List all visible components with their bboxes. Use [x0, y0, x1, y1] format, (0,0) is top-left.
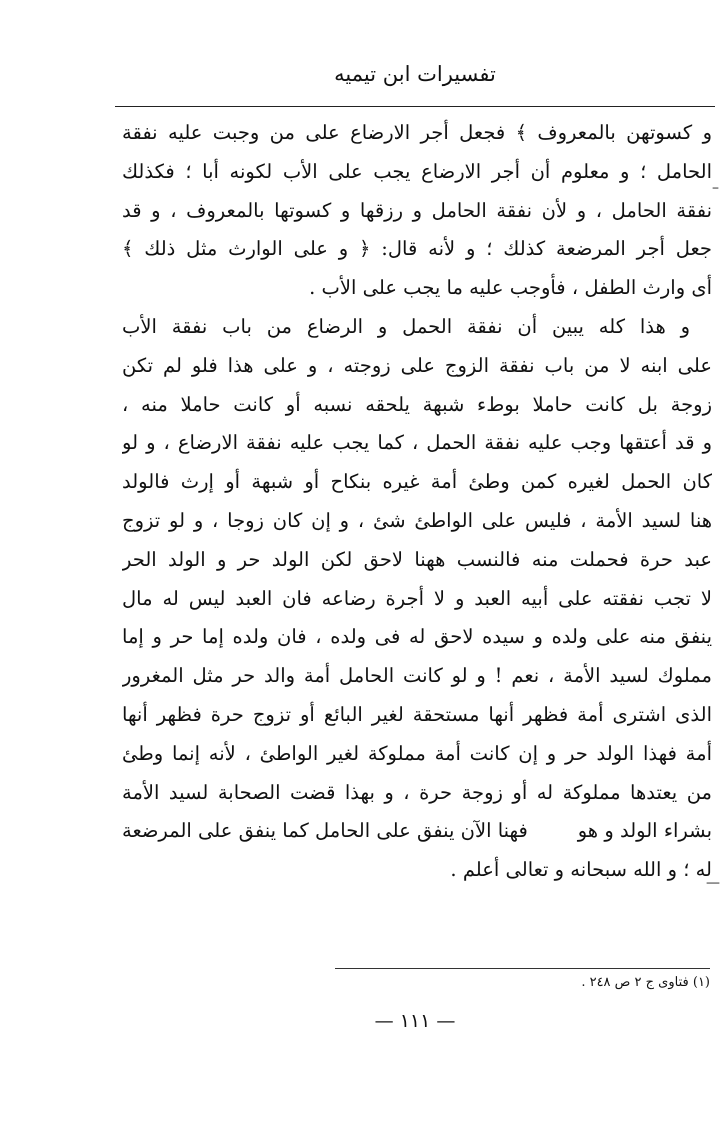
text-line: و هذا كله يبين أن نفقة الحمل و الرضاع من باب نفقة الأب	[122, 314, 690, 338]
text-line: على ابنه لا من باب نفقة الزوج على زوجته ، و على هذا فلو لم تكن	[122, 353, 712, 377]
text-line: الحامل ؛ و معلوم أن أجر الارضاع يجب على الأب لكونه أبا ؛ فكذلك	[122, 159, 712, 183]
text-line: لا تجب نفقته على أبيه العبد و لا أجرة رضاعه فان العبد ليس له مال	[122, 586, 712, 610]
text-line: هنا لسيد الأمة ، فليس على الواطئ شئ ، و إن كان زوجا ، و لو تزوج	[122, 508, 712, 532]
text-line: أمة فهذا الولد حر و إن كانت أمة مملوكة لغير الواطئ ، لأنه إنما وطئ	[122, 741, 712, 765]
page-number: — ١١١ —	[374, 1010, 456, 1032]
text-line: عبد حرة فحملت منه فالنسب ههنا لاحق لكن الولد حر و الولد الحر	[122, 547, 712, 571]
text-line: بشراء الولد و هو فهنا الآن ينفق على الحامل كما ينفق على المرضعة	[122, 819, 712, 843]
text-line: و كسوتهن بالمعروف ﴾ فجعل أجر الارضاع على من وجبت عليه نفقة	[122, 121, 712, 144]
text-line: جعل أجر المرضعة كذلك ؛ و لأنه قال: ﴿ و على الوارث مثل ذلك ﴾	[122, 237, 712, 261]
text-line: أى وارث الطفل ، فأوجب عليه ما يجب على الأب .	[309, 276, 712, 300]
text-line: ينفق منه على ولده و سيده لاحق له فى ولده ، فان ولده إما حر و إما	[122, 625, 712, 649]
text-line: الذى اشترى أمة فظهر أنها مستحقة لغير البائع أو تزوج حرة فظهر أنها	[122, 702, 712, 726]
header-rule	[115, 106, 715, 107]
margin-tick-mark: —	[706, 875, 720, 891]
text-line: نفقة الحامل ، و لأن نفقة الحامل و رزقها و كسوتها بالمعروف ، و قد	[122, 198, 712, 222]
footnote: (١) فتاوى ج ٢ ص ٢٤٨ .	[581, 975, 710, 990]
text-line: و قد أعتقها وجب عليه نفقة الحمل ، كما يجب عليه نفقة الارضاع ، و لو	[122, 431, 712, 455]
footnote-rule	[335, 968, 710, 969]
text-line: له ؛ و الله سبحانه و تعالى أعلم .	[450, 858, 712, 882]
running-header-title: تفسيرات ابن تيميه	[334, 62, 496, 86]
text-line: زوجة بل كانت حاملا بوطء شبهة يلحقه نسبه أو كانت حاملا منه ،	[122, 392, 712, 416]
text-line: كان الحمل لغيره كمن وطئ أمة غيره بنكاح أو شبهة أو إرث فالولد	[122, 470, 712, 494]
text-line: مملوك لسيد الأمة ، نعم ! و لو كانت الحامل أمة والد حر مثل المغرور	[122, 664, 712, 688]
margin-tick-mark: –	[712, 180, 719, 196]
text-line: من يعتدها مملوكة له أو زوجة حرة ، و بهذا قضت الصحابة لسيد الأمة	[122, 780, 712, 804]
body-text	[122, 114, 712, 890]
